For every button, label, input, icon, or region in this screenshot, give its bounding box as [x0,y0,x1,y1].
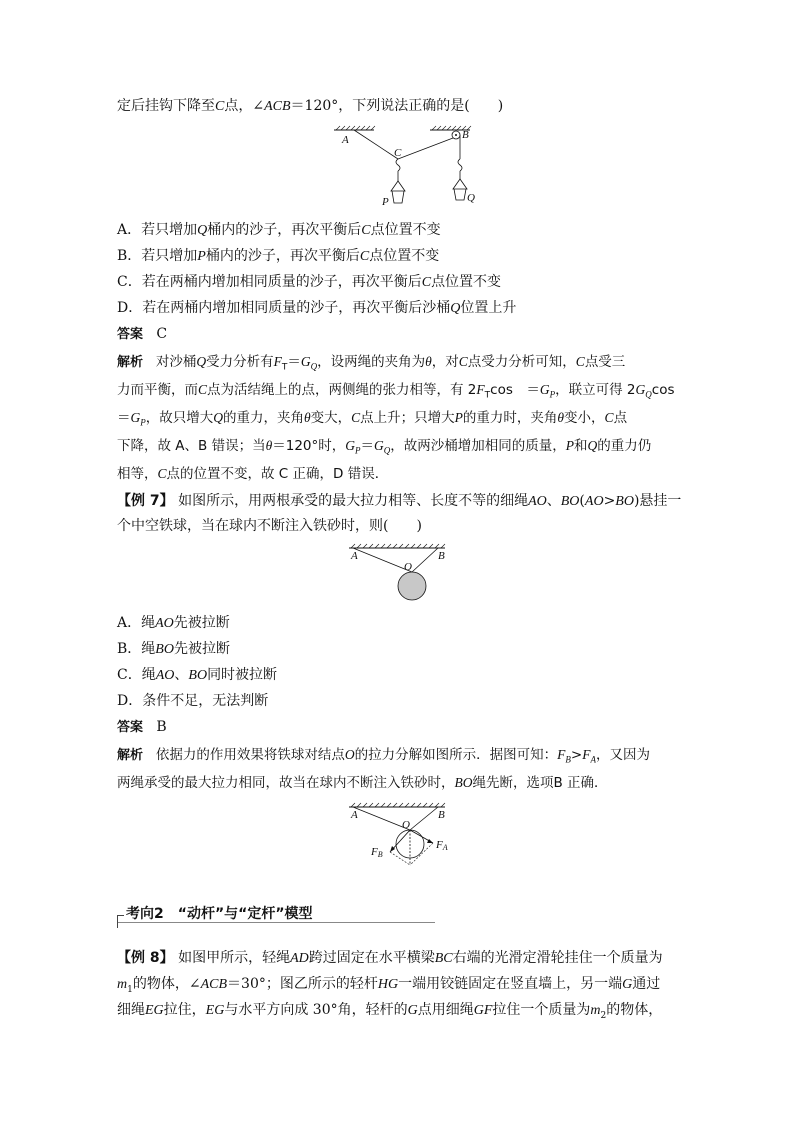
svg-text:FA: FA [436,839,448,852]
q8-stem-line1: 【例 8】 如图甲所示，轻绳AD跨过固定在水平横梁BC右端的光滑定滑轮挂住一个质量为 [117,950,663,966]
q7-option-b: B．绳BO先被拉断 [117,641,230,657]
iron-ball-icon [398,572,426,600]
q8-stem-line2: $m_1$的物体，∠ACB＝30°；图乙所示的轻杆HG一端用铰链固定在竖直墙上，另一端G通过 [117,976,661,995]
q6-figure [330,123,480,211]
svg-text:B: B [438,809,445,821]
q7-analysis-line1: 解析 依据力的作用效果将铁球对结点O的拉力分解如图所示．据图可知：$F_B>F_A$，又因为 [117,747,650,765]
svg-text:O: O [402,819,410,831]
section-header [117,902,435,923]
q6-option-a: A．若只增加Q桶内的沙子，再次平衡后C点位置不变 [117,222,441,238]
q7-stem-line1: 【例 7】 如图所示，用两根承受的最大拉力相等、长度不等的细绳AO、BO(AO>BO)悬挂一 [117,493,682,509]
q6-stem: 定后挂钩下降至C点，∠ACB＝120°，下列说法正确的是( ) [117,98,504,114]
section-bracket [117,915,124,928]
q6-analysis-line2: 力而平衡，而C点为活结绳上的点，两侧绳的张力相等，有 $2F_T\cos$ $=G_P$，联立可得 $2G_Q\cos$ [117,382,675,401]
q8-stem-line3: 细绳EG拉住，EG与水平方向成 30°角，轻杆的G点用细绳GF拉住一个质量为$m_2$的物体， [117,1002,663,1021]
svg-text:P: P [382,196,389,208]
q6-option-b: B．若只增加P桶内的沙子，再次平衡后C点位置不变 [117,248,440,264]
q6-analysis-line5: 相等，C点的位置不变，故 C 正确，D 错误． [117,466,389,482]
q6-option-c: C．若在两桶内增加相同质量的沙子，再次平衡后C点位置不变 [117,274,502,290]
svg-text:O: O [404,561,412,573]
svg-text:C: C [394,147,402,159]
q7-option-a: A．绳AO先被拉断 [117,615,230,631]
q6-answer: 答案 C [117,326,168,342]
q6-analysis-line4: 下降，故 A、B 错误；当θ＝120°时，$G_P=G_Q$，故两沙桶增加相同的质量，P和Q的重力仍 [117,438,652,456]
q6-analysis-line3: $=G_P$，故只增大Q的重力，夹角θ变大，C点上升；只增大P的重力时，夹角θ变小，C点 [117,410,628,428]
q6-option-d: D．若在两桶内增加相同质量的沙子，再次平衡后沙桶Q位置上升 [117,300,517,316]
q7-analysis-line2: 两绳承受的最大拉力相同，故当在球内不断注入铁砂时，BO绳先断，选项B 正确． [117,775,608,791]
q7-figure [345,543,460,605]
q7-force-figure [345,802,460,870]
svg-text:FB: FB [371,846,383,859]
q6-analysis-line1: 解析 对沙桶Q受力分析有$F_T=G_Q$，设两绳的夹角为θ，对C点受力分析可知，C点受三 [117,354,626,373]
q7-option-d: D．条件不足，无法判断 [117,693,269,709]
q7-option-c: C．绳AO、BO同时被拉断 [117,667,278,683]
q7-answer: 答案 B [117,719,167,735]
svg-text:B: B [438,550,445,562]
svg-text:A: A [351,550,358,562]
svg-text:A: A [351,809,358,821]
svg-text:B: B [462,129,469,141]
svg-text:A: A [342,134,349,146]
q7-stem-line2: 个中空铁球，当在球内不断注入铁砂时，则( ) [117,518,422,534]
svg-text:Q: Q [467,192,475,204]
section-title: 考向2 “动杆”与“定杆”模型 [126,906,313,922]
